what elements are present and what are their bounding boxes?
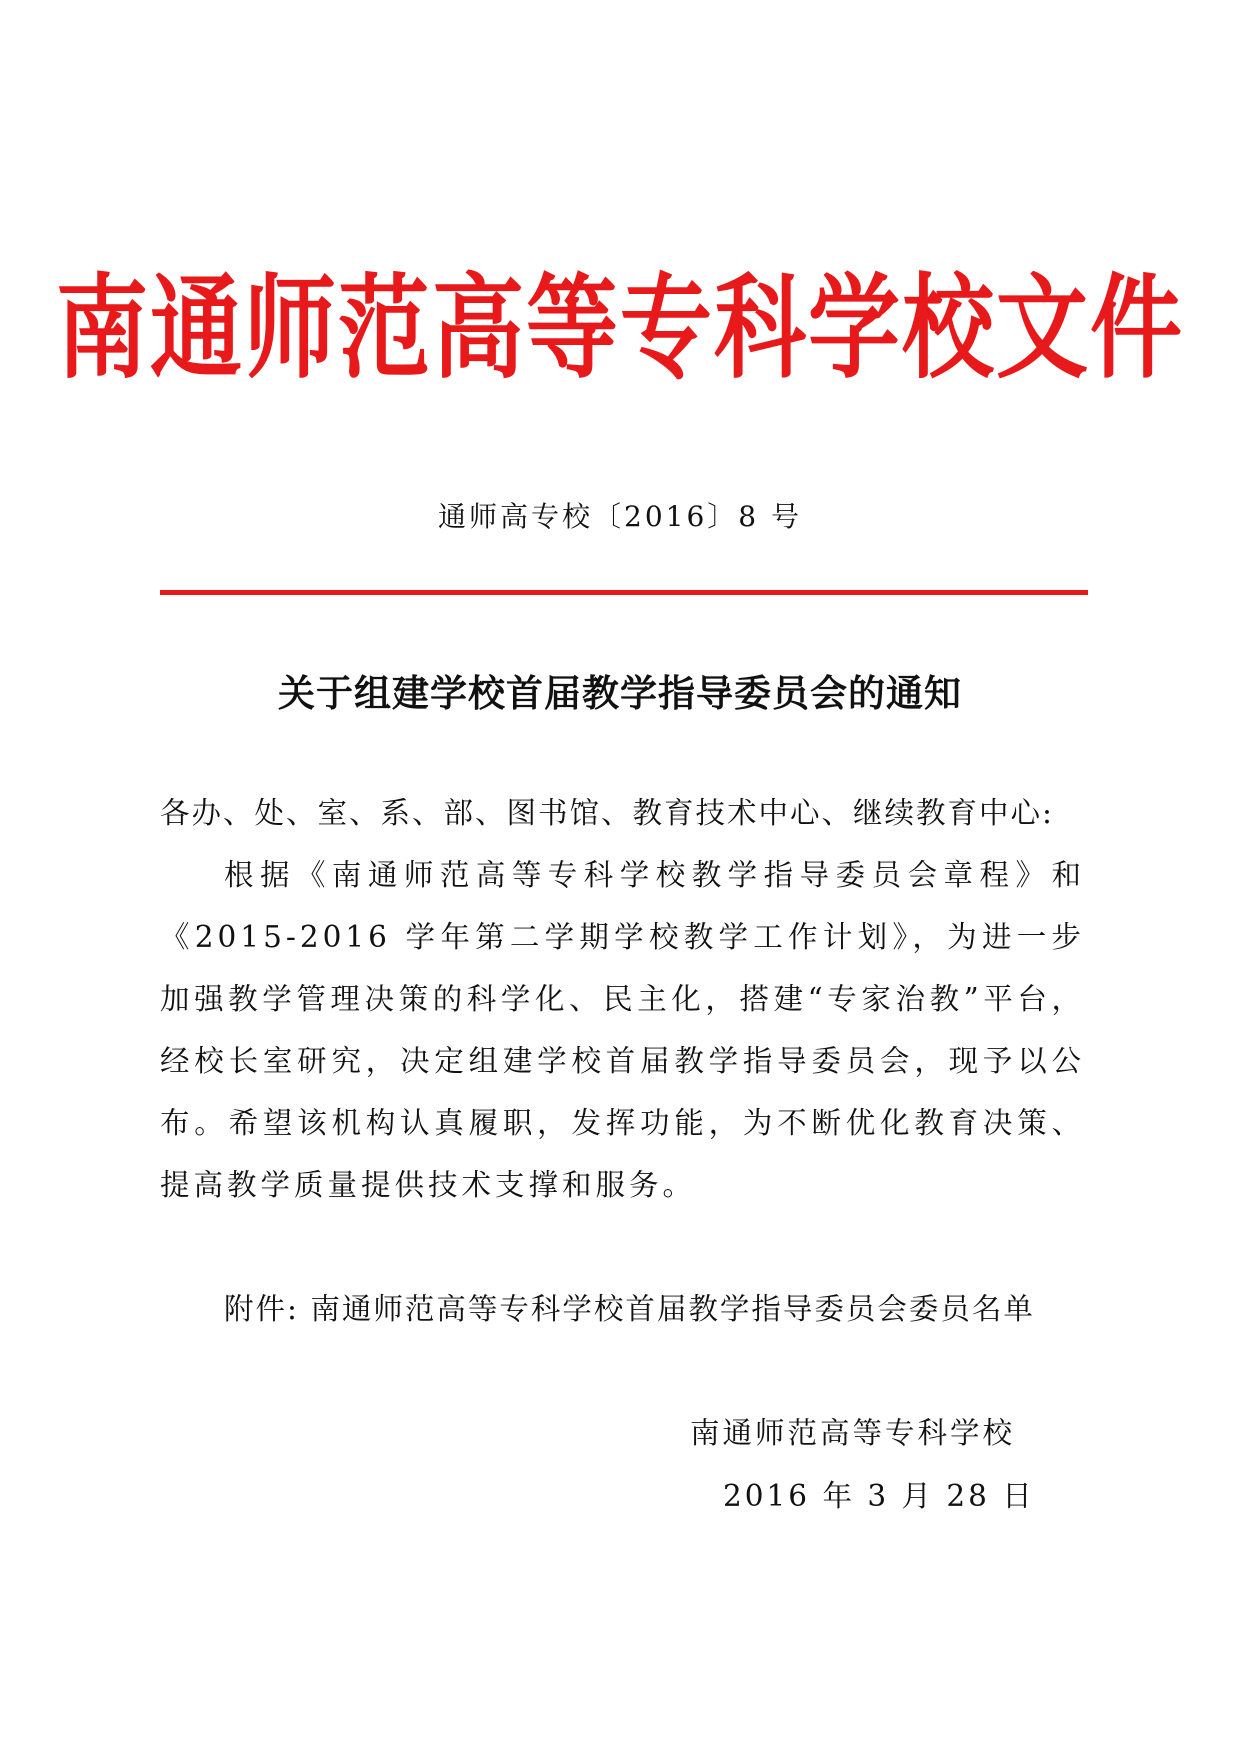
body-paragraph: 根据《南通师范高等专科学校教学指导委员会章程》和《2015-2016 学年第二学期学校教学工作计划》，为进一步加强教学管理决策的科学化、民主化，搭建“专家治教”平台，经校长室研究，决定组建学校首届教学指导委员会，现予以公布。希望该机构认真履职，发挥功能，为不断优化教育决策、提高教学质量提供技术支撑和服务。: [160, 858, 1085, 1202]
document-number: 通师高专校〔2016〕8 号: [438, 500, 802, 533]
addressee-line: 各办、处、室、系、部、图书馆、教育技术中心、继续教育中心:: [160, 796, 1054, 830]
signature-organization: 南通师范高等专科学校: [690, 1416, 1016, 1450]
document-title: 关于组建学校首届教学指导委员会的通知: [278, 671, 962, 715]
red-divider-line: [160, 590, 1088, 595]
signature-date: 2016 年 3 月 28 日: [723, 1479, 1035, 1513]
masthead-title: 南通师范高等专科学校文件: [55, 262, 1184, 395]
attachment-note: 附件: 南通师范高等专科学校首届教学指导委员会委员名单: [224, 1292, 1035, 1326]
